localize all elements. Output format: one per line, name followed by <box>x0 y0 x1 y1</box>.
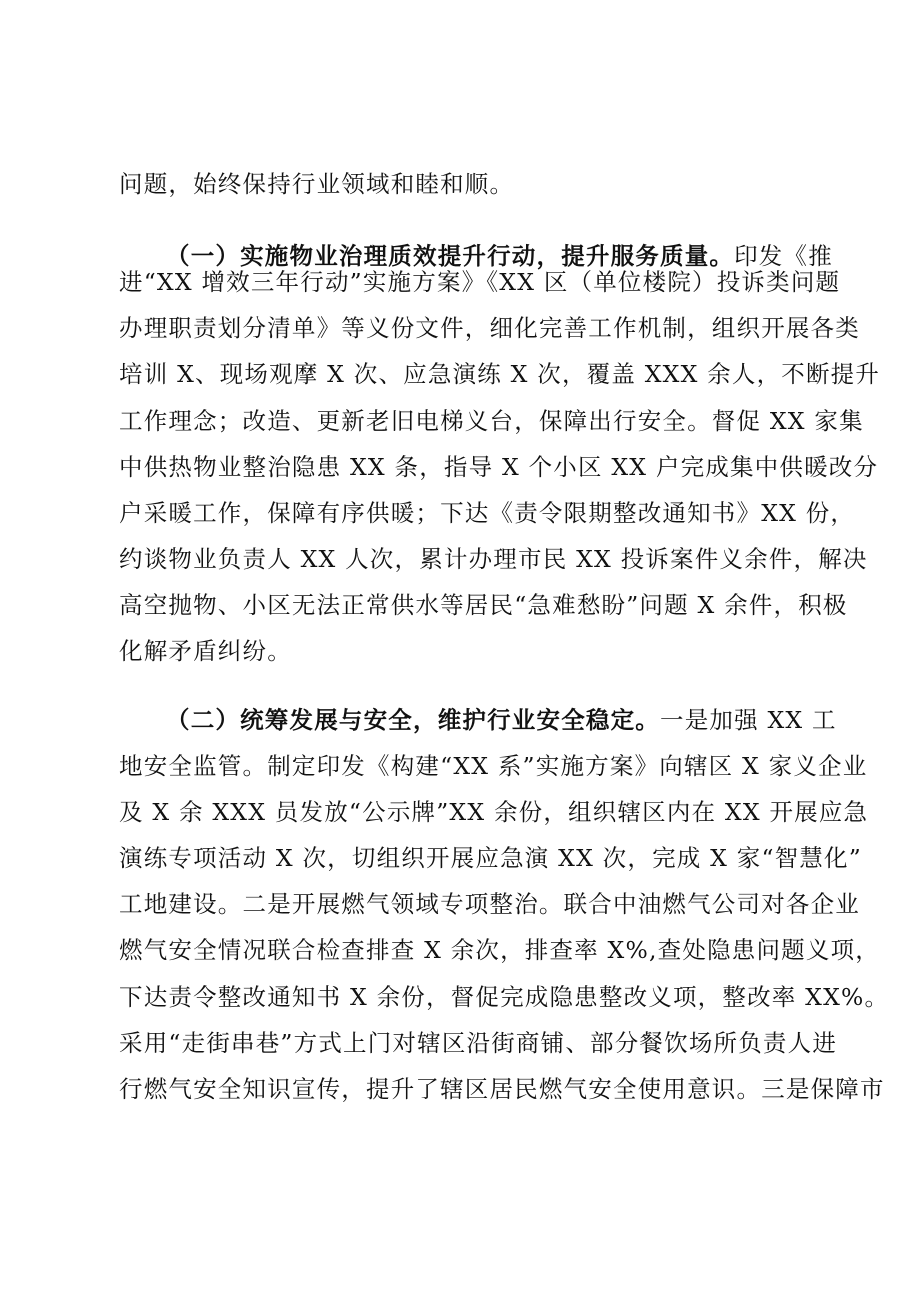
text-line-3: 进“XX 增效三年行动”实施方案》《XX 区（单位楼院）投诉类问题 <box>119 268 841 296</box>
text-line-14: 及 X 余 XXX 员发放“公示牌”XX 余份，组织辖区内在 XX 开展应急 <box>119 798 869 826</box>
text-line-20: 行燃气安全知识宣传，提升了辖区居民燃气安全使用意识。三是保障市 <box>119 1075 885 1103</box>
text-line-11: 化解矛盾纠纷。 <box>119 637 292 665</box>
text-line-16: 工地建设。二是开展燃气领域专项整治。联合中油燃气公司对各企业 <box>119 890 860 918</box>
text-line-8: 户采暖工作，保障有序供暖；下达《责令限期整改通知书》XX 份， <box>119 499 856 527</box>
text-line-9: 约谈物业负责人 XX 人次，累计办理市民 XX 投诉案件义余件，解决 <box>119 545 868 573</box>
paragraph-2-first-line <box>166 700 837 740</box>
text-line-7: 中供热物业整治隐患 XX 条，指导 X 个小区 XX 户完成集中供暖改分 <box>119 453 879 481</box>
text-line-4: 办理职责划分清单》等义份文件，细化完善工作机制，组织开展各类 <box>119 314 860 342</box>
paragraph-2-text: 一是加强 XX 工 <box>660 706 837 734</box>
text-line-18: 下达责令整改通知书 X 余份，督促完成隐患整改义项，整改率 XX%。 <box>119 983 890 1011</box>
text-line-19: 采用“走街串巷”方式上门对辖区沿街商铺、部分餐饮场所负责人进 <box>119 1029 838 1057</box>
text-line-10: 高空抛物、小区无法正常供水等居民“急难愁盼”问题 X 余件，积极 <box>119 591 848 619</box>
text-line-5: 培训 X、现场观摩 X 次、应急演练 X 次，覆盖 XXX 余人，不断提升 <box>119 360 881 388</box>
paragraph-1-text: 印发《推 <box>734 242 833 270</box>
text-line-13: 地安全监管。制定印发《构建“XX 系”实施方案》向辖区 X 家义企业 <box>119 752 868 780</box>
paragraph-2-heading: （二）统筹发展与安全，维护行业安全稳定。 <box>166 706 660 734</box>
text-line-1: 问题，始终保持行业领域和睦和顺。 <box>119 170 515 198</box>
paragraph-1-heading: （一）实施物业治理质效提升行动，提升服务质量。 <box>166 242 735 270</box>
text-line-15: 演练专项活动 X 次，切组织开展应急演 XX 次，完成 X 家“智慧化” <box>119 844 862 872</box>
text-line-6: 工作理念；改造、更新老旧电梯义台，保障出行安全。督促 XX 家集 <box>119 407 864 435</box>
text-line-17: 燃气安全情况联合检查排查 X 余次，排查率 X%,查处隐患问题义项， <box>119 936 880 964</box>
